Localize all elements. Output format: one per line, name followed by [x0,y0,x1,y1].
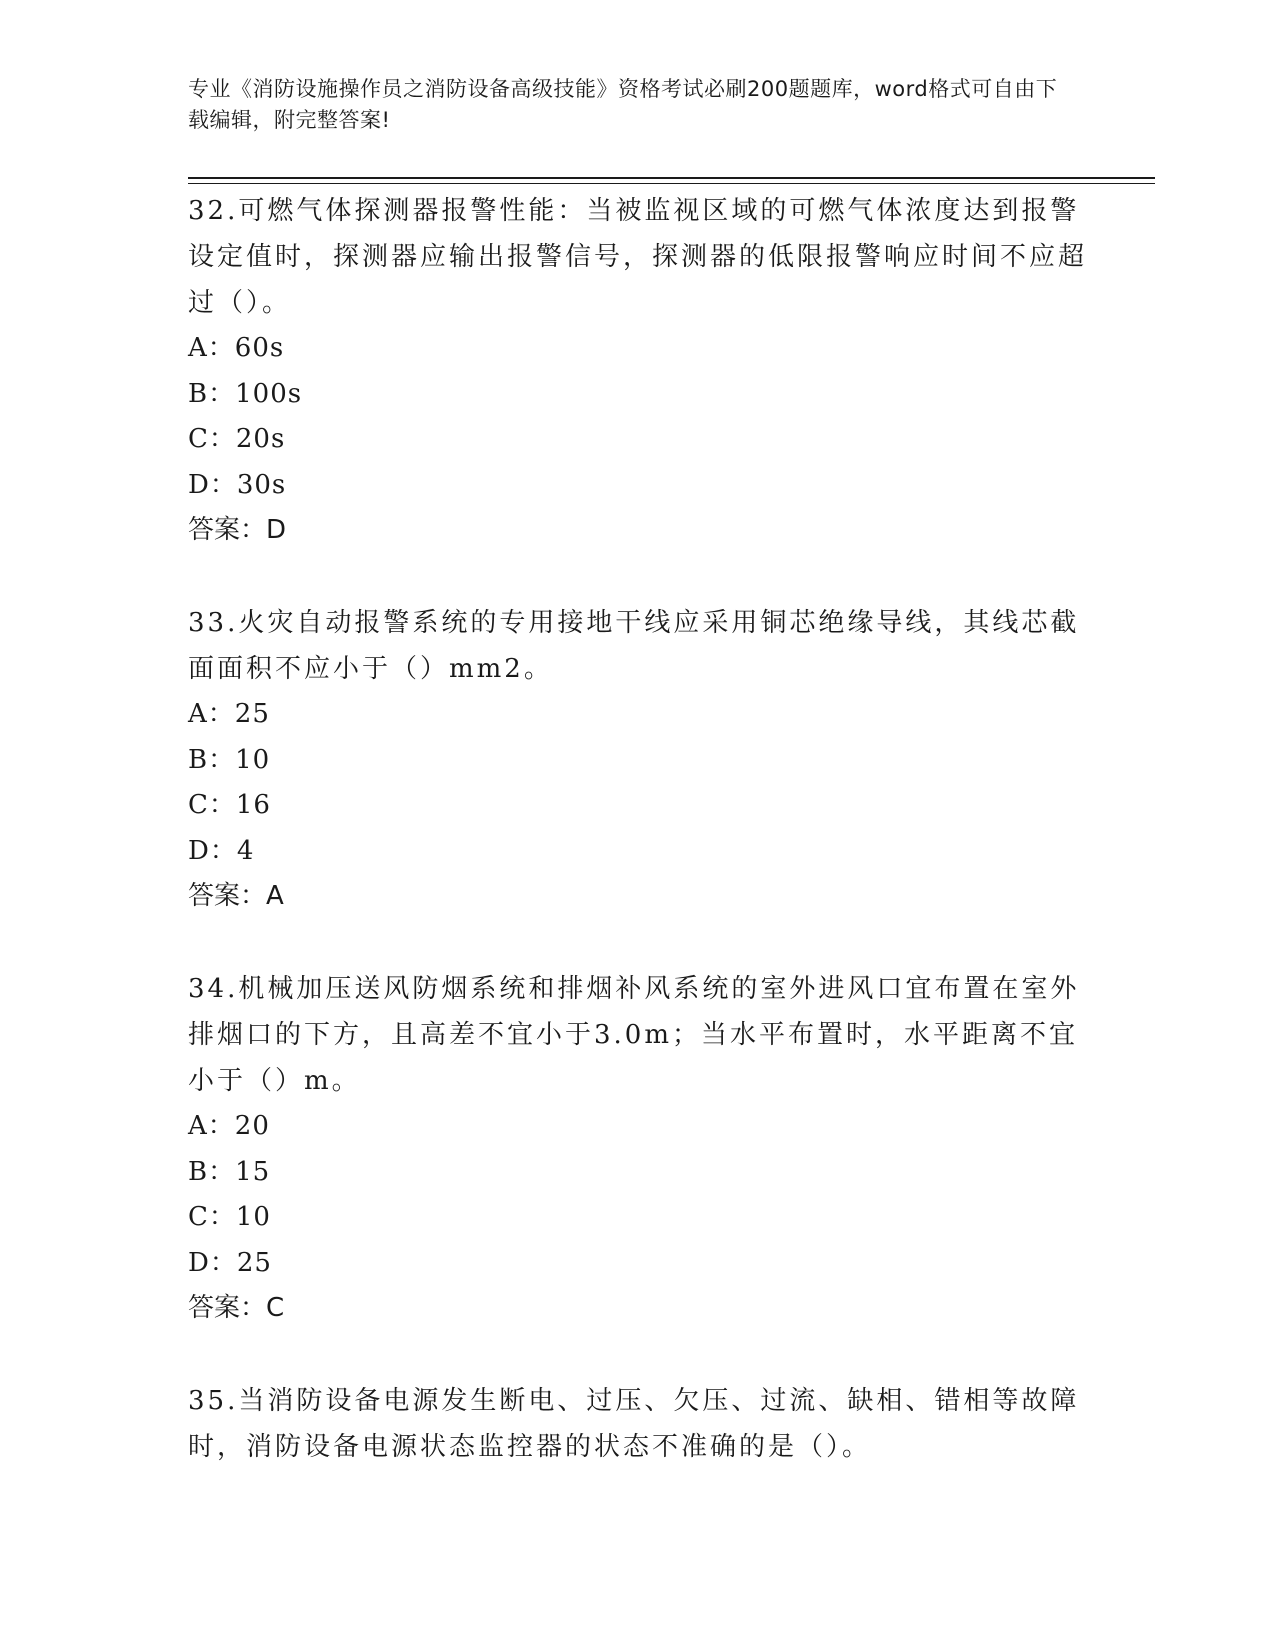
option-a: A：20 [188,1111,270,1141]
question-34 [188,966,1088,1331]
question-33 [188,600,1088,919]
option-c: C：20s [188,424,286,454]
option-d: D：25 [188,1247,272,1278]
option-d: D：4 [188,835,255,866]
header-divider-thick [188,177,1155,179]
option-c: C：10 [188,1202,271,1232]
header-divider-thin [188,183,1155,184]
option-b: B：10 [188,744,271,775]
document-header: 专业《消防设施操作员之消防设备高级技能》资格考试必刷200题题库，word格式可自由下载编辑，附完整答案! [188,77,1058,132]
question-spacer [188,1331,1088,1378]
question-32 [188,188,1088,553]
option-a: A：60s [188,333,285,363]
question-list [188,188,1088,1470]
question-stem: 35.当消防设备电源发生断电、过压、欠压、过流、缺相、错相等故障时，消防设备电源状态监控器的状态不准确的是（）。 [188,1386,1080,1462]
answer-line: 答案：C [188,1293,285,1323]
question-stem: 32.可燃气体探测器报警性能：当被监视区域的可燃气体浓度达到报警设定值时，探测器应输出报警信号，探测器的低限报警响应时间不应超过（）。 [188,196,1088,318]
option-c: C：16 [188,790,271,820]
option-a: A：25 [188,699,270,729]
question-stem: 34.机械加压送风防烟系统和排烟补风系统的室外进风口宜布置在室外排烟口的下方，且高差不宜小于3.0m；当水平布置时，水平距离不宜小于（）m。 [188,974,1080,1096]
answer-line: 答案：A [188,881,284,911]
question-spacer [188,553,1088,600]
answer-line: 答案：D [188,515,287,545]
question-stem: 33.火灾自动报警系统的专用接地干线应采用铜芯绝缘导线，其线芯截面面积不应小于（）mm2。 [188,608,1080,684]
option-d: D：30s [188,469,287,500]
option-b: B：100s [188,378,303,409]
option-b: B：15 [188,1156,271,1187]
question-spacer [188,919,1088,966]
question-35 [188,1378,1088,1470]
